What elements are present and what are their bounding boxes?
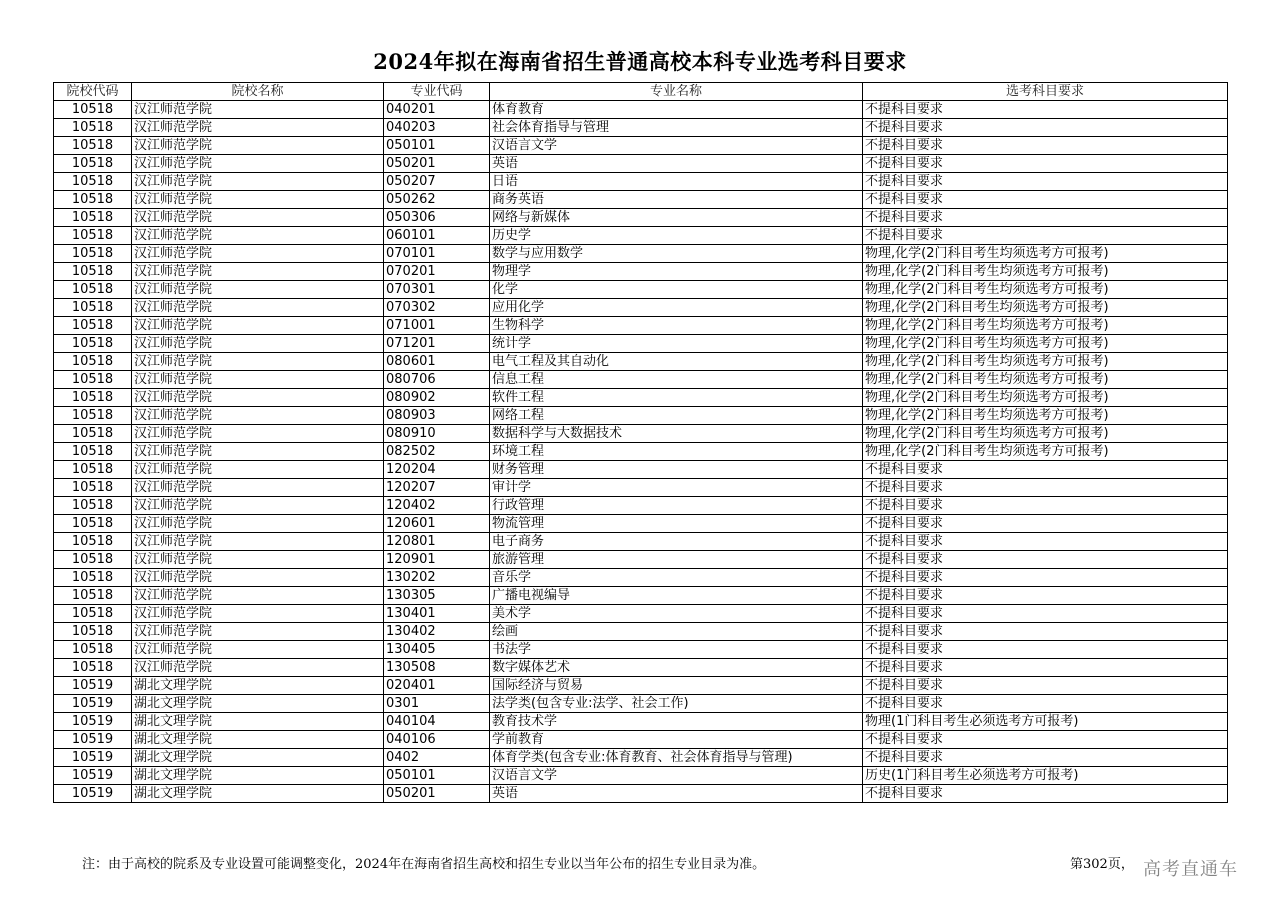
school-code-cell: 10519 xyxy=(54,731,132,749)
major-code-cell: 070101 xyxy=(384,245,490,263)
header-school-name: 院校名称 xyxy=(132,83,384,101)
header-major-name: 专业名称 xyxy=(490,83,863,101)
table-row xyxy=(54,515,1228,533)
table-row xyxy=(54,191,1228,209)
table-row xyxy=(54,209,1228,227)
subject-requirement-cell: 物理,化学(2门科目考生均须选考方可报考) xyxy=(863,371,1228,389)
school-name-cell: 汉江师范学院 xyxy=(132,227,384,245)
major-name-cell: 数据科学与大数据技术 xyxy=(490,425,863,443)
major-code-cell: 120207 xyxy=(384,479,490,497)
table-row xyxy=(54,713,1228,731)
major-name-cell: 物流管理 xyxy=(490,515,863,533)
subject-requirement-cell: 不提科目要求 xyxy=(863,605,1228,623)
school-code-cell: 10518 xyxy=(54,137,132,155)
table-row xyxy=(54,263,1228,281)
school-name-cell: 汉江师范学院 xyxy=(132,353,384,371)
school-name-cell: 汉江师范学院 xyxy=(132,623,384,641)
major-code-cell: 050101 xyxy=(384,767,490,785)
school-code-cell: 10518 xyxy=(54,623,132,641)
major-name-cell: 环境工程 xyxy=(490,443,863,461)
subject-requirement-cell: 物理,化学(2门科目考生均须选考方可报考) xyxy=(863,335,1228,353)
major-name-cell: 教育技术学 xyxy=(490,713,863,731)
school-code-cell: 10518 xyxy=(54,515,132,533)
table-row xyxy=(54,281,1228,299)
subject-requirement-cell: 历史(1门科目考生必须选考方可报考) xyxy=(863,767,1228,785)
major-code-cell: 070302 xyxy=(384,299,490,317)
subject-requirement-cell: 物理,化学(2门科目考生均须选考方可报考) xyxy=(863,443,1228,461)
table-body xyxy=(54,101,1228,803)
major-name-cell: 体育学类(包含专业:体育教育、社会体育指导与管理) xyxy=(490,749,863,767)
major-code-cell: 040104 xyxy=(384,713,490,731)
school-name-cell: 汉江师范学院 xyxy=(132,299,384,317)
subject-requirement-cell: 物理,化学(2门科目考生均须选考方可报考) xyxy=(863,281,1228,299)
table-row xyxy=(54,137,1228,155)
major-code-cell: 120204 xyxy=(384,461,490,479)
major-name-cell: 数字媒体艺术 xyxy=(490,659,863,677)
major-name-cell: 社会体育指导与管理 xyxy=(490,119,863,137)
school-name-cell: 湖北文理学院 xyxy=(132,785,384,803)
school-code-cell: 10518 xyxy=(54,479,132,497)
school-code-cell: 10518 xyxy=(54,335,132,353)
major-name-cell: 国际经济与贸易 xyxy=(490,677,863,695)
subject-requirement-cell: 不提科目要求 xyxy=(863,497,1228,515)
school-code-cell: 10518 xyxy=(54,407,132,425)
subject-requirement-cell: 不提科目要求 xyxy=(863,155,1228,173)
major-code-cell: 080706 xyxy=(384,371,490,389)
school-name-cell: 汉江师范学院 xyxy=(132,101,384,119)
major-name-cell: 电气工程及其自动化 xyxy=(490,353,863,371)
school-code-cell: 10519 xyxy=(54,785,132,803)
table-row xyxy=(54,371,1228,389)
school-name-cell: 汉江师范学院 xyxy=(132,533,384,551)
major-code-cell: 080910 xyxy=(384,425,490,443)
major-code-cell: 070301 xyxy=(384,281,490,299)
school-code-cell: 10519 xyxy=(54,695,132,713)
header-subject-requirement: 选考科目要求 xyxy=(863,83,1228,101)
school-code-cell: 10518 xyxy=(54,353,132,371)
school-name-cell: 汉江师范学院 xyxy=(132,263,384,281)
table-row xyxy=(54,155,1228,173)
school-name-cell: 湖北文理学院 xyxy=(132,767,384,785)
subject-requirement-cell: 不提科目要求 xyxy=(863,191,1228,209)
major-name-cell: 网络与新媒体 xyxy=(490,209,863,227)
major-name-cell: 旅游管理 xyxy=(490,551,863,569)
table-row xyxy=(54,245,1228,263)
major-code-cell: 130401 xyxy=(384,605,490,623)
school-code-cell: 10518 xyxy=(54,569,132,587)
subject-requirement-cell: 不提科目要求 xyxy=(863,659,1228,677)
major-code-cell: 071201 xyxy=(384,335,490,353)
school-code-cell: 10518 xyxy=(54,317,132,335)
requirements-table xyxy=(53,82,1228,803)
subject-requirement-cell: 物理,化学(2门科目考生均须选考方可报考) xyxy=(863,299,1228,317)
major-code-cell: 120402 xyxy=(384,497,490,515)
school-code-cell: 10518 xyxy=(54,389,132,407)
major-name-cell: 物理学 xyxy=(490,263,863,281)
table-row xyxy=(54,749,1228,767)
school-name-cell: 汉江师范学院 xyxy=(132,371,384,389)
major-code-cell: 130202 xyxy=(384,569,490,587)
school-code-cell: 10518 xyxy=(54,299,132,317)
table-row xyxy=(54,767,1228,785)
subject-requirement-cell: 不提科目要求 xyxy=(863,695,1228,713)
table-row xyxy=(54,533,1228,551)
school-name-cell: 汉江师范学院 xyxy=(132,191,384,209)
subject-requirement-cell: 物理,化学(2门科目考生均须选考方可报考) xyxy=(863,353,1228,371)
major-code-cell: 082502 xyxy=(384,443,490,461)
header-school-code: 院校代码 xyxy=(54,83,132,101)
school-name-cell: 汉江师范学院 xyxy=(132,659,384,677)
school-code-cell: 10518 xyxy=(54,533,132,551)
table-row xyxy=(54,407,1228,425)
subject-requirement-cell: 不提科目要求 xyxy=(863,137,1228,155)
school-code-cell: 10518 xyxy=(54,641,132,659)
major-code-cell: 060101 xyxy=(384,227,490,245)
school-name-cell: 汉江师范学院 xyxy=(132,425,384,443)
major-code-cell: 080903 xyxy=(384,407,490,425)
major-name-cell: 网络工程 xyxy=(490,407,863,425)
table-row xyxy=(54,119,1228,137)
school-code-cell: 10518 xyxy=(54,209,132,227)
table-header-row xyxy=(54,83,1228,101)
table-row xyxy=(54,695,1228,713)
school-name-cell: 汉江师范学院 xyxy=(132,407,384,425)
page-title: 2024年拟在海南省招生普通高校本科专业选考科目要求 xyxy=(373,49,907,74)
table-row xyxy=(54,659,1228,677)
table-row xyxy=(54,605,1228,623)
subject-requirement-cell: 不提科目要求 xyxy=(863,173,1228,191)
table-row xyxy=(54,641,1228,659)
major-name-cell: 美术学 xyxy=(490,605,863,623)
table-row xyxy=(54,425,1228,443)
school-name-cell: 湖北文理学院 xyxy=(132,749,384,767)
major-name-cell: 审计学 xyxy=(490,479,863,497)
school-code-cell: 10518 xyxy=(54,173,132,191)
major-name-cell: 汉语言文学 xyxy=(490,137,863,155)
school-name-cell: 汉江师范学院 xyxy=(132,173,384,191)
table-row xyxy=(54,227,1228,245)
school-name-cell: 汉江师范学院 xyxy=(132,551,384,569)
table-row xyxy=(54,173,1228,191)
subject-requirement-cell: 不提科目要求 xyxy=(863,677,1228,695)
major-name-cell: 电子商务 xyxy=(490,533,863,551)
major-name-cell: 化学 xyxy=(490,281,863,299)
subject-requirement-cell: 物理,化学(2门科目考生均须选考方可报考) xyxy=(863,407,1228,425)
subject-requirement-cell: 不提科目要求 xyxy=(863,533,1228,551)
school-name-cell: 汉江师范学院 xyxy=(132,497,384,515)
major-name-cell: 绘画 xyxy=(490,623,863,641)
table-row xyxy=(54,731,1228,749)
subject-requirement-cell: 不提科目要求 xyxy=(863,551,1228,569)
school-code-cell: 10518 xyxy=(54,227,132,245)
watermark-text: 高考直通车 xyxy=(1143,859,1238,880)
major-name-cell: 音乐学 xyxy=(490,569,863,587)
school-code-cell: 10518 xyxy=(54,155,132,173)
subject-requirement-cell: 物理,化学(2门科目考生均须选考方可报考) xyxy=(863,317,1228,335)
school-code-cell: 10518 xyxy=(54,587,132,605)
subject-requirement-cell: 不提科目要求 xyxy=(863,749,1228,767)
school-name-cell: 汉江师范学院 xyxy=(132,209,384,227)
school-code-cell: 10519 xyxy=(54,713,132,731)
school-code-cell: 10518 xyxy=(54,119,132,137)
major-name-cell: 汉语言文学 xyxy=(490,767,863,785)
major-name-cell: 学前教育 xyxy=(490,731,863,749)
subject-requirement-cell: 不提科目要求 xyxy=(863,119,1228,137)
table-row xyxy=(54,299,1228,317)
table-row xyxy=(54,317,1228,335)
school-code-cell: 10518 xyxy=(54,281,132,299)
school-code-cell: 10518 xyxy=(54,371,132,389)
subject-requirement-cell: 不提科目要求 xyxy=(863,785,1228,803)
major-name-cell: 法学类(包含专业:法学、社会工作) xyxy=(490,695,863,713)
major-name-cell: 书法学 xyxy=(490,641,863,659)
school-name-cell: 湖北文理学院 xyxy=(132,731,384,749)
school-code-cell: 10518 xyxy=(54,191,132,209)
major-name-cell: 应用化学 xyxy=(490,299,863,317)
major-code-cell: 070201 xyxy=(384,263,490,281)
major-name-cell: 行政管理 xyxy=(490,497,863,515)
major-code-cell: 120901 xyxy=(384,551,490,569)
subject-requirement-cell: 不提科目要求 xyxy=(863,587,1228,605)
subject-requirement-cell: 不提科目要求 xyxy=(863,623,1228,641)
subject-requirement-cell: 不提科目要求 xyxy=(863,641,1228,659)
school-name-cell: 湖北文理学院 xyxy=(132,677,384,695)
major-code-cell: 040203 xyxy=(384,119,490,137)
school-code-cell: 10518 xyxy=(54,245,132,263)
major-name-cell: 软件工程 xyxy=(490,389,863,407)
school-name-cell: 汉江师范学院 xyxy=(132,317,384,335)
major-name-cell: 信息工程 xyxy=(490,371,863,389)
header-major-code: 专业代码 xyxy=(384,83,490,101)
major-code-cell: 050207 xyxy=(384,173,490,191)
subject-requirement-cell: 物理,化学(2门科目考生均须选考方可报考) xyxy=(863,245,1228,263)
subject-requirement-cell: 不提科目要求 xyxy=(863,479,1228,497)
major-code-cell: 0402 xyxy=(384,749,490,767)
major-code-cell: 130402 xyxy=(384,623,490,641)
major-code-cell: 0301 xyxy=(384,695,490,713)
footnote: 注：由于高校的院系及专业设置可能调整变化，2024年在海南省招生高校和招生专业以当年公布的招生专业目录为准。 xyxy=(82,857,766,872)
major-code-cell: 130508 xyxy=(384,659,490,677)
table-row xyxy=(54,623,1228,641)
major-code-cell: 050201 xyxy=(384,785,490,803)
major-name-cell: 商务英语 xyxy=(490,191,863,209)
school-name-cell: 汉江师范学院 xyxy=(132,245,384,263)
subject-requirement-cell: 物理,化学(2门科目考生均须选考方可报考) xyxy=(863,263,1228,281)
major-name-cell: 英语 xyxy=(490,155,863,173)
major-code-cell: 080601 xyxy=(384,353,490,371)
major-name-cell: 财务管理 xyxy=(490,461,863,479)
subject-requirement-cell: 不提科目要求 xyxy=(863,569,1228,587)
subject-requirement-cell: 不提科目要求 xyxy=(863,209,1228,227)
table-row xyxy=(54,443,1228,461)
major-name-cell: 生物科学 xyxy=(490,317,863,335)
school-code-cell: 10518 xyxy=(54,605,132,623)
school-code-cell: 10518 xyxy=(54,263,132,281)
major-code-cell: 080902 xyxy=(384,389,490,407)
school-name-cell: 汉江师范学院 xyxy=(132,461,384,479)
subject-requirement-cell: 不提科目要求 xyxy=(863,515,1228,533)
subject-requirement-cell: 不提科目要求 xyxy=(863,731,1228,749)
school-name-cell: 汉江师范学院 xyxy=(132,155,384,173)
school-name-cell: 汉江师范学院 xyxy=(132,515,384,533)
major-code-cell: 020401 xyxy=(384,677,490,695)
school-code-cell: 10518 xyxy=(54,101,132,119)
table-row xyxy=(54,551,1228,569)
school-name-cell: 汉江师范学院 xyxy=(132,281,384,299)
table-row xyxy=(54,389,1228,407)
major-code-cell: 050306 xyxy=(384,209,490,227)
major-code-cell: 050101 xyxy=(384,137,490,155)
table-row xyxy=(54,479,1228,497)
school-name-cell: 汉江师范学院 xyxy=(132,587,384,605)
table-row xyxy=(54,587,1228,605)
school-name-cell: 汉江师范学院 xyxy=(132,569,384,587)
school-code-cell: 10518 xyxy=(54,443,132,461)
school-name-cell: 汉江师范学院 xyxy=(132,479,384,497)
school-name-cell: 汉江师范学院 xyxy=(132,641,384,659)
subject-requirement-cell: 物理(1门科目考生必须选考方可报考) xyxy=(863,713,1228,731)
school-code-cell: 10519 xyxy=(54,749,132,767)
table-row xyxy=(54,335,1228,353)
school-code-cell: 10518 xyxy=(54,425,132,443)
table-row xyxy=(54,461,1228,479)
table-row xyxy=(54,569,1228,587)
table-row xyxy=(54,677,1228,695)
major-name-cell: 统计学 xyxy=(490,335,863,353)
table-row xyxy=(54,785,1228,803)
school-name-cell: 湖北文理学院 xyxy=(132,713,384,731)
school-name-cell: 汉江师范学院 xyxy=(132,389,384,407)
major-code-cell: 050262 xyxy=(384,191,490,209)
major-name-cell: 日语 xyxy=(490,173,863,191)
page-number: 第302页， xyxy=(1070,857,1134,872)
major-name-cell: 历史学 xyxy=(490,227,863,245)
school-name-cell: 汉江师范学院 xyxy=(132,119,384,137)
school-code-cell: 10519 xyxy=(54,767,132,785)
major-name-cell: 数学与应用数学 xyxy=(490,245,863,263)
school-name-cell: 汉江师范学院 xyxy=(132,335,384,353)
table-row xyxy=(54,497,1228,515)
major-code-cell: 130405 xyxy=(384,641,490,659)
table-row xyxy=(54,353,1228,371)
school-code-cell: 10518 xyxy=(54,461,132,479)
school-name-cell: 汉江师范学院 xyxy=(132,137,384,155)
subject-requirement-cell: 不提科目要求 xyxy=(863,227,1228,245)
major-code-cell: 120601 xyxy=(384,515,490,533)
major-code-cell: 120801 xyxy=(384,533,490,551)
subject-requirement-cell: 物理,化学(2门科目考生均须选考方可报考) xyxy=(863,389,1228,407)
school-code-cell: 10519 xyxy=(54,677,132,695)
school-code-cell: 10518 xyxy=(54,551,132,569)
subject-requirement-cell: 物理,化学(2门科目考生均须选考方可报考) xyxy=(863,425,1228,443)
major-code-cell: 040106 xyxy=(384,731,490,749)
table-row xyxy=(54,101,1228,119)
school-name-cell: 湖北文理学院 xyxy=(132,695,384,713)
subject-requirement-cell: 不提科目要求 xyxy=(863,101,1228,119)
school-code-cell: 10518 xyxy=(54,659,132,677)
major-name-cell: 体育教育 xyxy=(490,101,863,119)
major-code-cell: 050201 xyxy=(384,155,490,173)
major-name-cell: 英语 xyxy=(490,785,863,803)
school-name-cell: 汉江师范学院 xyxy=(132,443,384,461)
major-code-cell: 130305 xyxy=(384,587,490,605)
subject-requirement-cell: 不提科目要求 xyxy=(863,461,1228,479)
school-code-cell: 10518 xyxy=(54,497,132,515)
major-name-cell: 广播电视编导 xyxy=(490,587,863,605)
school-name-cell: 汉江师范学院 xyxy=(132,605,384,623)
major-code-cell: 040201 xyxy=(384,101,490,119)
major-code-cell: 071001 xyxy=(384,317,490,335)
